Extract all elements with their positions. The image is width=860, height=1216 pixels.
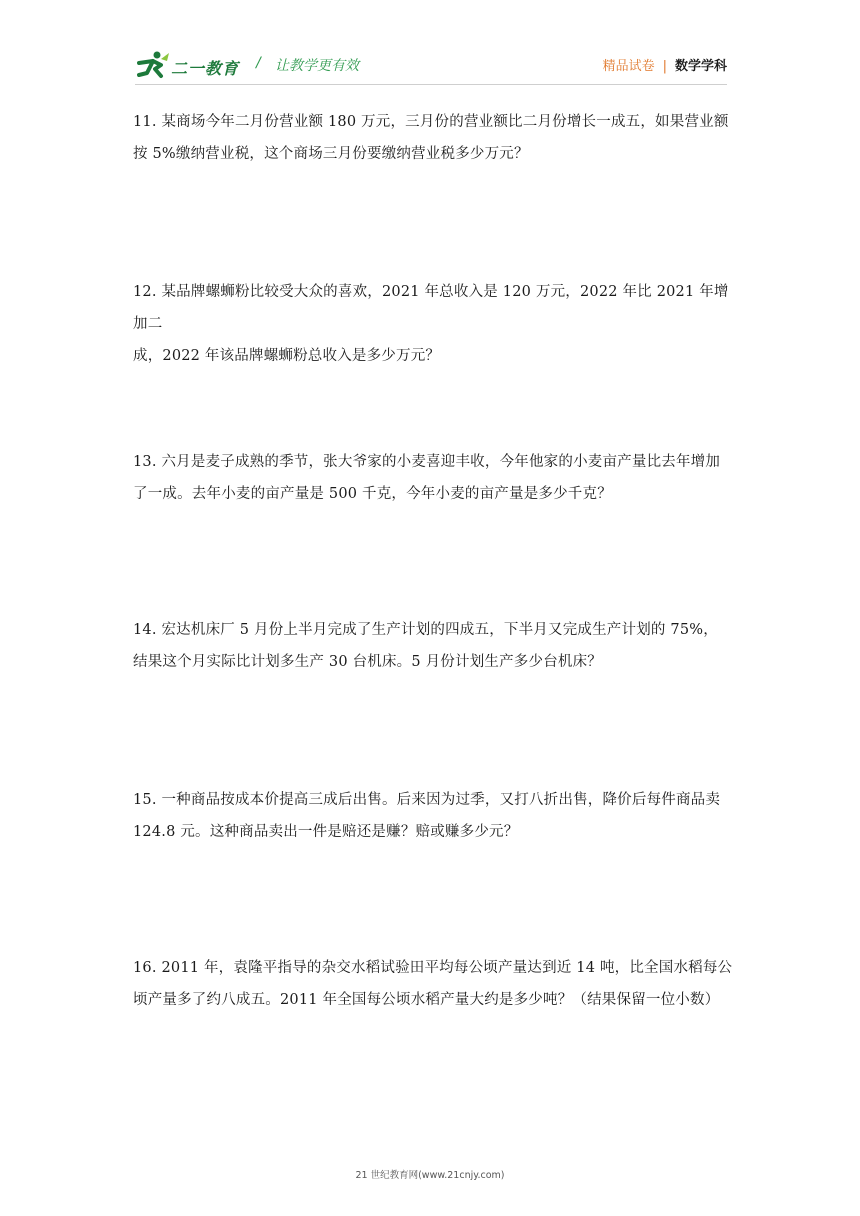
question-14 bbox=[133, 614, 733, 678]
question-15 bbox=[133, 784, 733, 848]
question-line: 结果这个月实际比计划多生产 30 台机床。5 月份计划生产多少台机床？ bbox=[133, 654, 603, 670]
tag-separator: | bbox=[662, 59, 667, 74]
question-line: 14. 宏达机床厂 5 月份上半月完成了生产计划的四成五，下半月又完成生产计划的 75%， bbox=[133, 622, 718, 638]
question-line: 15. 一种商品按成本价提高三成后出售。后来因为过季，又打八折出售，降价后每件商品卖 bbox=[133, 792, 721, 808]
tag-subject: 数学学科 bbox=[674, 59, 727, 74]
question-12 bbox=[133, 276, 733, 372]
question-line: 13. 六月是麦子成熟的季节，张大爷家的小麦喜迎丰收，今年他家的小麦亩产量比去年增加 bbox=[133, 454, 721, 470]
page-header bbox=[135, 45, 727, 85]
question-line: 成，2022 年该品牌螺蛳粉总收入是多少万元？ bbox=[133, 348, 441, 364]
question-line: 顷产量多了约八成五。2011 年全国每公顷水稻产量大约是多少吨？（结果保留一位小数） bbox=[133, 992, 720, 1008]
question-line: 12. 某品牌螺蛳粉比较受大众的喜欢，2021 年总收入是 120 万元，2022 年比 2021 年增加二 bbox=[133, 284, 729, 332]
question-13 bbox=[133, 446, 733, 510]
brand-name: 二一教育 bbox=[171, 59, 240, 78]
brand-slogan: 让教学更有效 bbox=[275, 58, 359, 74]
question-line: 了一成。去年小麦的亩产量是 500 千克，今年小麦的亩产量是多少千克？ bbox=[133, 486, 612, 502]
header-tags bbox=[603, 55, 727, 74]
question-16 bbox=[133, 952, 733, 1016]
question-11 bbox=[133, 106, 733, 170]
tag-quality: 精品试卷 bbox=[602, 59, 655, 74]
question-line: 16. 2011 年，袁隆平指导的杂交水稻试验田平均每公顷产量达到近 14 吨，比全国水稻每公 bbox=[133, 960, 733, 976]
header-rule bbox=[135, 84, 727, 85]
question-line: 按 5%缴纳营业税，这个商场三月份要缴纳营业税多少万元？ bbox=[133, 146, 529, 162]
header-divider: / bbox=[256, 55, 261, 71]
question-line: 11. 某商场今年二月份营业额 180 万元，三月份的营业额比二月份增长一成五，如果营业额 bbox=[133, 114, 729, 130]
runner-icon bbox=[135, 49, 171, 81]
brand-logo bbox=[135, 49, 253, 81]
page-footer: 21 世纪教育网(www.21cnjy.com) bbox=[355, 1170, 505, 1181]
question-line: 124.8 元。这种商品卖出一件是赔还是赚？赔或赚多少元？ bbox=[133, 824, 519, 840]
